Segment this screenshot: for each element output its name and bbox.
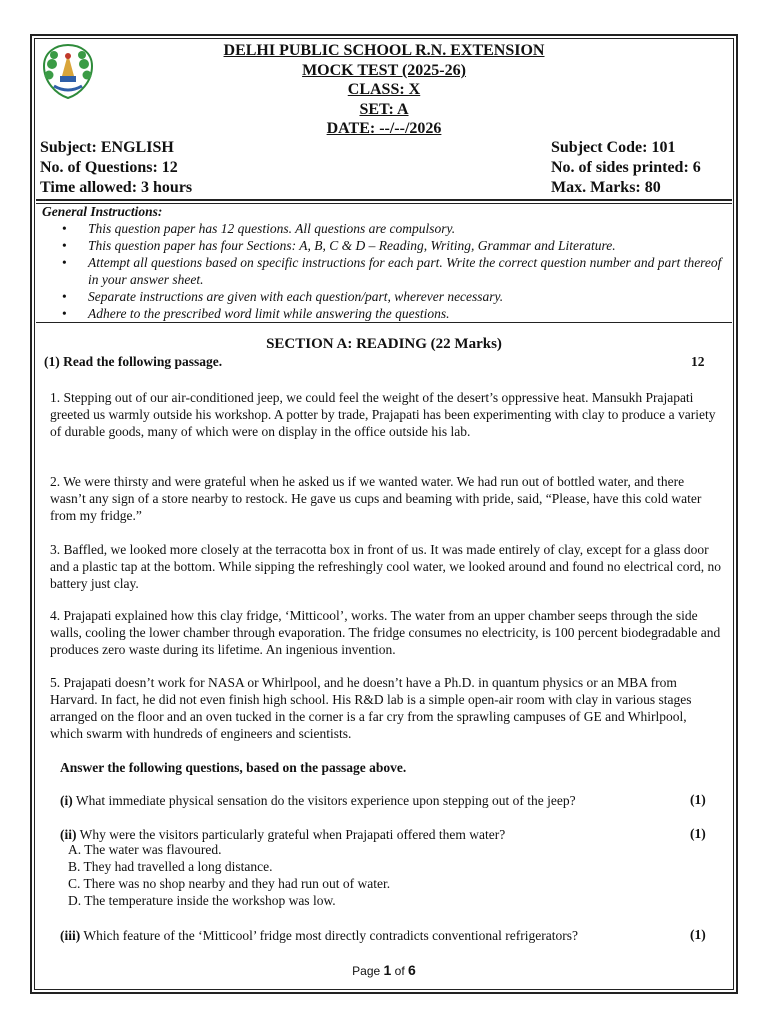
option-b: B. They had travelled a long distance. bbox=[68, 859, 273, 874]
option-c: C. There was no shop nearby and they had run out of water. bbox=[68, 876, 391, 891]
question-ii-number: (ii) bbox=[60, 827, 77, 842]
question-i-number: (i) bbox=[60, 793, 73, 808]
passage-paragraph: 2. We were thirsty and were grateful when he asked us if we wanted water. We had run out of bottled water, and there wasn’t any sign of a store nearby to restock. He gave us cups and beaming with pride, said, “Please, have this cold water from my fridge.” bbox=[50, 474, 702, 523]
question-i bbox=[60, 792, 576, 809]
question-ii-text: Why were the visitors particularly grateful when Prajapati offered them water? bbox=[76, 827, 506, 842]
instructions-divider bbox=[36, 322, 732, 323]
question-iii-text: Which feature of the ‘Mitticool’ fridge most directly contradicts conventional refrigerators? bbox=[80, 928, 578, 943]
page-footer bbox=[0, 962, 768, 978]
instruction-item: • Separate instructions are given with each question/part, wherever necessary. bbox=[62, 288, 722, 305]
subject-code-label: Subject Code: 101 bbox=[551, 139, 676, 156]
max-marks-label: Max. Marks: 80 bbox=[551, 179, 661, 196]
option-a: A. The water was flavoured. bbox=[68, 842, 222, 857]
sides-printed-label: No. of sides printed: 6 bbox=[551, 159, 701, 176]
questions-count-label: No. of Questions: 12 bbox=[40, 159, 178, 176]
class-label: CLASS: X bbox=[347, 81, 421, 98]
instruction-item: • Adhere to the prescribed word limit while answering the questions. bbox=[62, 305, 722, 322]
page-total: 6 bbox=[408, 962, 416, 978]
passage-paragraph: 1. Stepping out of our air-conditioned jeep, we could feel the weight of the desert’s oppressive heat. Mansukh Prajapati greeted us warmly outside his workshop. A potter by trade, Prajapati has been experimenting with clay to produce a variety of durable goods, many of which were on display in the office outside his lab. bbox=[50, 390, 716, 439]
instruction-item: • This question paper has 12 questions. All questions are compulsory. bbox=[62, 220, 722, 237]
passage-paragraph: 5. Prajapati doesn’t work for NASA or Whirlpool, and he doesn’t have a Ph.D. in quantum physics or an MBA from Harvard. In fact, he did not even finish high school. His R&D lab is a simple open-air room with clay in various stages arranged on the floor and an oven tucked in the corner is a far cry from the sprawling campuses of GE and Whirlpool, which swarm with hundreds of engineers and scientists. bbox=[50, 675, 692, 741]
section-title: SECTION A: READING (22 Marks) bbox=[266, 336, 502, 352]
time-allowed-label: Time allowed: 3 hours bbox=[40, 179, 193, 196]
option-d: D. The temperature inside the workshop was low. bbox=[68, 893, 336, 908]
question-ii-marks: (1) bbox=[690, 826, 706, 841]
subject-label: Subject: ENGLISH bbox=[40, 139, 174, 156]
of-word: of bbox=[391, 964, 409, 978]
test-title: MOCK TEST (2025-26) bbox=[302, 62, 466, 79]
page-number: 1 bbox=[383, 962, 392, 978]
page-word: Page bbox=[352, 964, 384, 978]
question-iii-number: (iii) bbox=[60, 928, 81, 943]
question-1-marks: 12 bbox=[691, 354, 705, 369]
passage-paragraph: 4. Prajapati explained how this clay fridge, ‘Mitticool’, works. The water from an upper chamber seeps through the side walls, cooling the lower chamber through evaporation. The fridge consumes no electricity, is 100 percent biodegradable and produces zero waste during its lifetime. An ingenious invention. bbox=[50, 608, 721, 657]
passage-paragraph: 3. Baffled, we looked more closely at the terracotta box in front of us. It was made entirely of clay, except for a glass door and a plastic tap at the bottom. While sipping the refreshingly cool water, we looked around and found no electrical cord, no battery just clay. bbox=[50, 542, 722, 591]
question-iii bbox=[60, 927, 578, 944]
header-divider bbox=[36, 199, 732, 201]
school-name: DELHI PUBLIC SCHOOL R.N. EXTENSION bbox=[223, 42, 545, 59]
set-label: SET: A bbox=[359, 101, 409, 118]
question-iii-marks: (1) bbox=[690, 927, 706, 942]
instruction-item: • Attempt all questions based on specific instructions for each part. Write the correct question number and part thereof in your answer sheet. bbox=[62, 254, 722, 288]
question-1-label: (1) Read the following passage. bbox=[44, 354, 223, 369]
date-label: DATE: --/--/2026 bbox=[326, 120, 442, 137]
instruction-item: • This question paper has four Sections: A, B, C & D – Reading, Writing, Grammar and Literature. bbox=[62, 237, 722, 254]
question-i-text: What immediate physical sensation do the visitors experience upon stepping out of the jeep? bbox=[72, 793, 576, 808]
question-i-marks: (1) bbox=[690, 792, 706, 807]
questions-intro: Answer the following questions, based on the passage above. bbox=[60, 760, 407, 775]
question-ii-options bbox=[68, 841, 390, 909]
instructions-list bbox=[62, 220, 722, 322]
instructions-title: General Instructions: bbox=[42, 204, 163, 219]
